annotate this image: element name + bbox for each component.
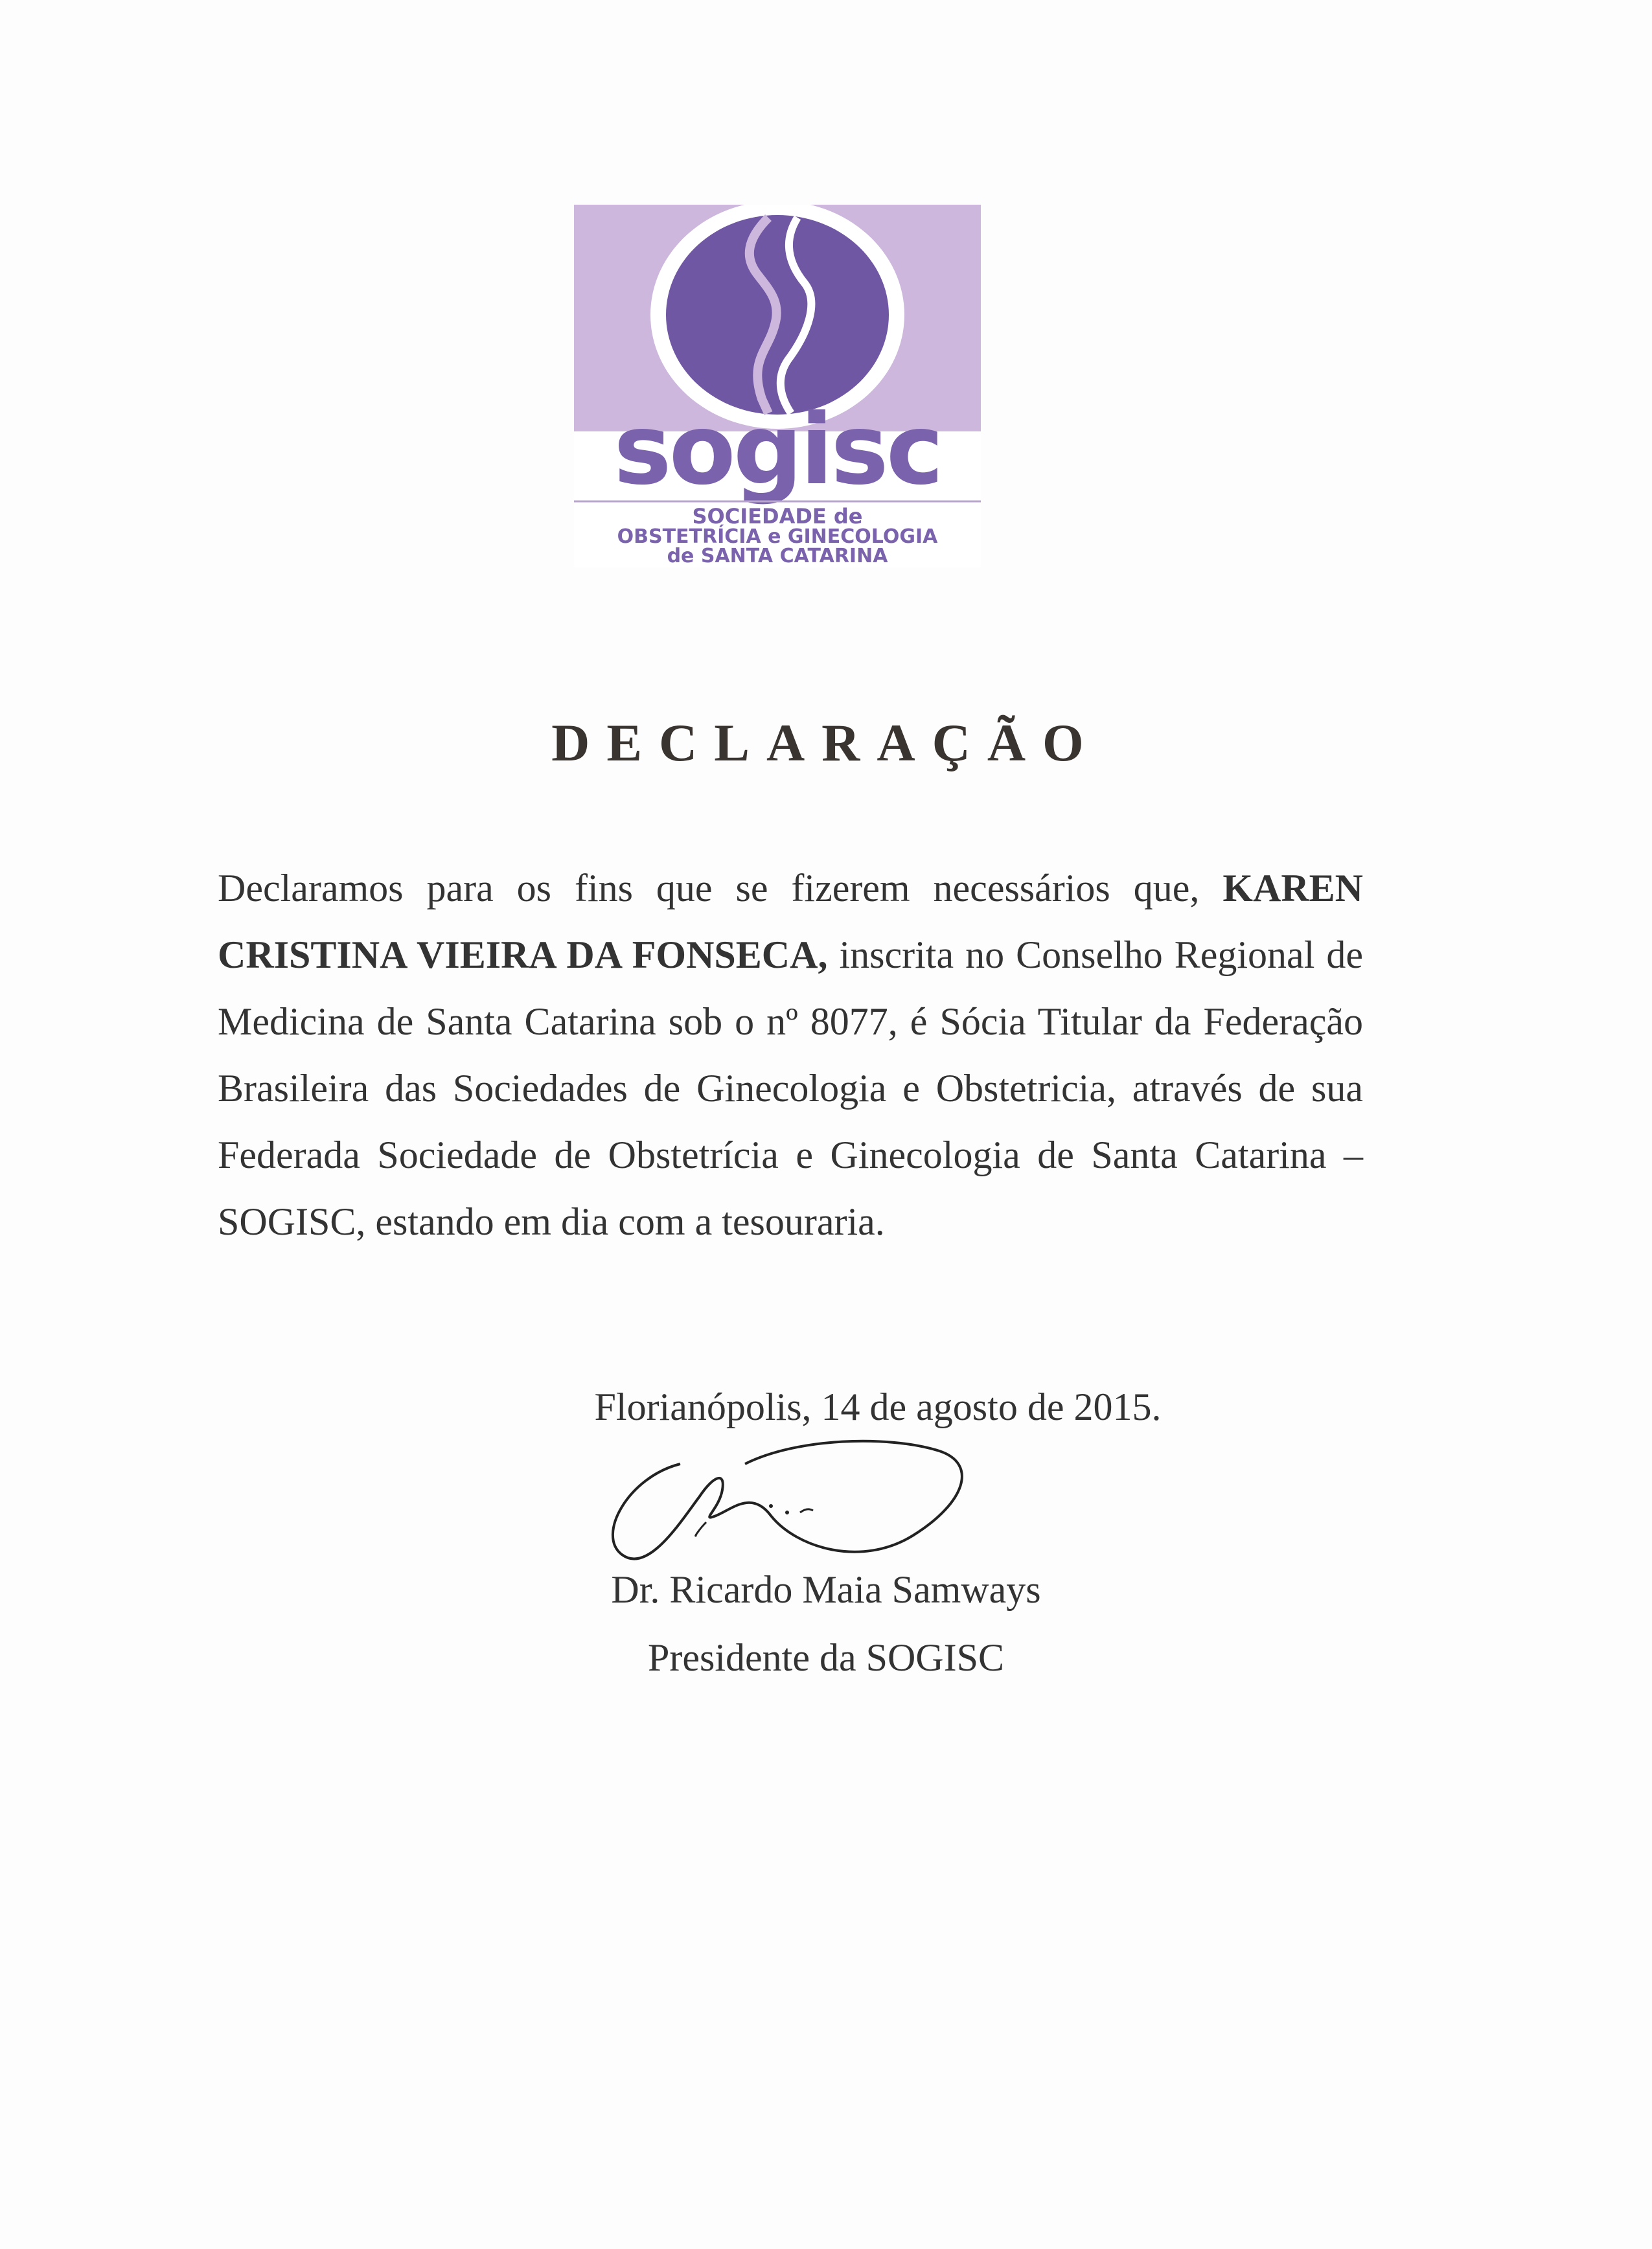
- signer-name: Dr. Ricardo Maia Samways: [611, 1568, 1041, 1611]
- logo-line1: SOCIEDADE de: [692, 504, 863, 529]
- logo-line3: de SANTA CATARINA: [667, 545, 888, 567]
- member-name: KAREN CRISTINA VIEIRA DA FONSECA,: [218, 867, 1363, 976]
- place-date: Florianópolis, 14 de agosto de 2015.: [594, 1386, 1162, 1428]
- logo-wordmark: sogisc: [614, 394, 941, 507]
- body-intro: Declaramos para os fins que se fizerem necessários que,: [218, 867, 1223, 909]
- logo-line2: OBSTETRÍCIA e GINECOLOGIA: [617, 525, 938, 548]
- declaration-body: [218, 855, 1363, 1255]
- document-title: DECLARAÇÃO: [551, 713, 1101, 772]
- sogisc-logo: [574, 205, 981, 567]
- body-rest: inscrita no Conselho Regional de Medicina de Santa Catarina sob o nº 8077, é Sócia Titular da Federação Brasileira das Sociedades de Ginecologia e Obstetricia, através de sua Federada Sociedade de Obstetrícia e Ginecologia de Santa Catarina – SOGISC, estando em dia com a tesouraria.: [218, 933, 1363, 1243]
- signer-role: Presidente da SOGISC: [648, 1636, 1004, 1679]
